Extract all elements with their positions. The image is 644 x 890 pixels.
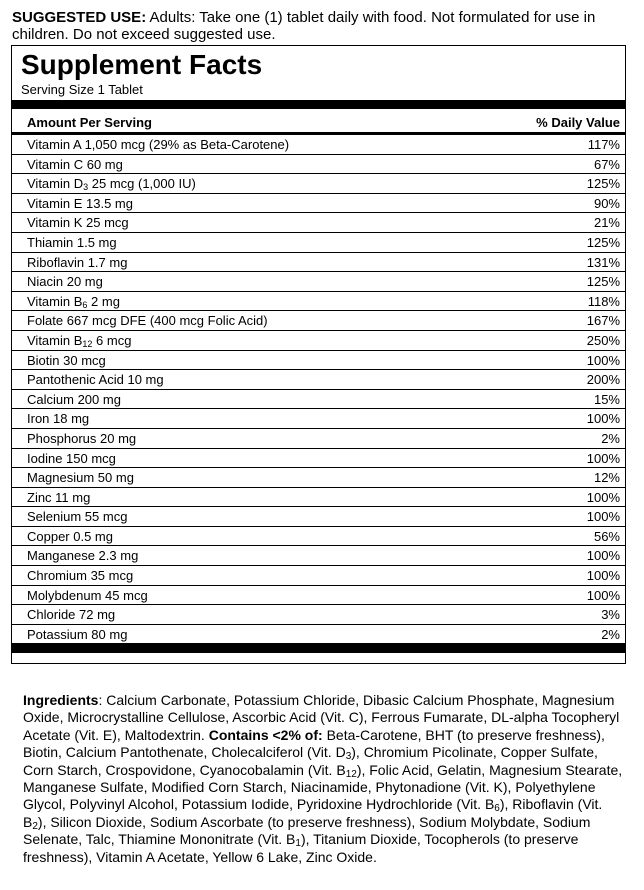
nutrient-name [27,546,138,565]
nutrient-name [27,174,196,193]
daily-value-header: % Daily Value [536,115,620,130]
suggested-use [12,9,630,43]
nutrient-name [27,586,148,605]
ingredient-subscript: 12 [345,768,357,780]
nutrient-name-text: Vitamin D [27,176,84,192]
nutrient-daily-value: 125% [586,176,620,192]
nutrient-row [12,253,625,273]
nutrient-name-text: Copper 0.5 mg [27,528,113,544]
nutrient-daily-value: 167% [586,313,620,329]
nutrient-name-text: Manganese 2.3 mg [27,548,139,564]
nutrient-name [27,625,127,644]
nutrient-daily-value: 100% [586,509,620,525]
nutrient-daily-value: 100% [586,352,620,368]
ingredients-text: : Calcium Carbonate, Potassium Chloride, Dibasic Calcium Phosphate, Magnesium Oxide, Microcrystalline Cellulose, Ascorbic Acid (Vit. C), Ferrous Fumarate, DL-alpha Tocopheryl Acetate (Vit. E), Maltodextrin. [23,692,620,743]
nutrient-name-text: Chloride 72 mg [27,607,116,623]
nutrient-row [12,194,625,214]
nutrient-row [12,605,625,625]
nutrient-daily-value: 125% [586,234,620,250]
nutrient-name-text: Folate 667 mcg DFE (400 mcg Folic Acid) [27,313,268,329]
nutrient-row [12,213,625,233]
nutrient-name [27,135,289,154]
nutrient-name [27,213,129,232]
nutrient-name [27,272,103,291]
nutrient-row [12,468,625,488]
nutrient-row [12,292,625,312]
nutrient-row [12,351,625,371]
suggested-use-text: Adults: Take one (1) tablet daily with food. Not formulated for use in children. Do not exceed suggested use. [12,9,596,43]
nutrient-daily-value: 2% [601,430,620,446]
column-header-row [12,113,625,132]
ingredients-text: ), Chromium Picolinate, Copper Sulfate, Corn Starch, Crospovidone, Cyanocobalamin (Vit. B [23,744,598,778]
nutrient-name [27,390,121,409]
nutrient-name [27,331,131,350]
nutrient-daily-value: 100% [586,587,620,603]
nutrient-list [12,135,625,644]
nutrient-row [12,546,625,566]
nutrient-daily-value: 3% [601,607,620,623]
nutrient-name [27,409,89,428]
nutrient-name-text: Vitamin K 25 mcg [27,215,129,231]
thick-divider-bottom [12,644,625,653]
nutrient-name-text: Vitamin E 13.5 mg [27,195,133,211]
nutrient-row [12,311,625,331]
nutrient-name-text: Riboflavin 1.7 mg [27,254,128,270]
panel-title: Supplement Facts [21,49,263,80]
nutrient-row [12,135,625,155]
nutrient-row [12,390,625,410]
ingredients-text: ), Riboflavin (Vit. B [23,796,603,830]
nutrient-row [12,155,625,175]
nutrient-name-text: Vitamin C 60 mg [27,156,123,172]
suggested-use-label: SUGGESTED USE: [12,9,147,26]
nutrient-row [12,488,625,508]
nutrient-name-text: Phosphorus 20 mg [27,430,137,446]
nutrient-daily-value: 90% [593,195,620,211]
nutrient-subscript: 6 [82,299,88,310]
ingredient-subscript: 3 [345,751,352,763]
ingredients-label: Ingredients [23,692,99,708]
ingredients-paragraph [23,692,623,866]
nutrient-name-text: Iron 18 mg [27,411,90,427]
nutrient-amount-text: 2 mg [87,293,120,309]
nutrient-name [27,351,106,370]
nutrient-name-text: Vitamin B [27,332,83,348]
nutrient-name [27,155,123,174]
nutrient-daily-value: 2% [601,626,620,642]
contains-label: Contains <2% of: [208,726,323,743]
nutrient-name [27,292,120,311]
amount-per-serving-header: Amount Per Serving [27,115,152,130]
nutrient-name [27,468,134,487]
nutrient-daily-value: 15% [593,391,620,407]
nutrient-row [12,586,625,606]
nutrient-daily-value: 250% [586,332,620,348]
nutrient-row [12,625,625,645]
nutrient-daily-value: 100% [586,411,620,427]
nutrient-daily-value: 100% [586,489,620,505]
nutrient-name-text: Vitamin A 1,050 mcg (29% as Beta-Carotene) [27,137,290,152]
nutrient-name [27,370,164,389]
nutrient-daily-value: 100% [586,548,620,564]
nutrient-daily-value: 118% [587,293,620,309]
nutrient-amount-text: 25 mcg (1,000 IU) [88,176,196,192]
nutrient-daily-value: 131% [586,254,620,270]
nutrient-name [27,488,90,507]
nutrient-subscript: 12 [82,338,93,349]
ingredient-subscript: 1 [295,838,301,850]
nutrient-name-text: Potassium 80 mg [27,626,128,642]
nutrient-row [12,272,625,292]
nutrient-name-text: Calcium 200 mg [27,391,121,407]
ingredients-text: ), Folic Acid, Gelatin, Magnesium Stearate, Manganese Sulfate, Modified Corn Starch, Niacinamide, Phytonadione (Vit. K), Polyethylene Glycol, Polyvinyl Alcohol, Potassium Iodide, Pyridoxine Hydrochloride (Vit. B [23,761,623,813]
supplement-facts-panel [11,45,626,664]
nutrient-row [12,566,625,586]
nutrient-name-text: Biotin 30 mcg [27,352,106,368]
ingredient-subscript: 6 [494,803,500,815]
nutrient-name [27,194,133,213]
nutrient-name [27,449,116,468]
nutrient-name-text: Thiamin 1.5 mg [27,234,117,250]
nutrient-name-text: Vitamin B [27,293,83,309]
nutrient-name-text: Iodine 150 mcg [27,450,116,466]
nutrient-daily-value: 100% [586,450,620,466]
nutrient-row [12,370,625,390]
nutrient-row [12,507,625,527]
thick-divider-top [12,100,625,109]
nutrient-row [12,331,625,351]
ingredients-text: ), Silicon Dioxide, Sodium Ascorbate (to preserve freshness), Sodium Molybdate, Sodium Selenate, Talc, Thiamine Mononitrate (Vit. B [23,813,591,848]
nutrient-daily-value: 125% [586,274,620,290]
ingredients-text: Beta-Carotene, BHT (to preserve freshness), Biotin, Calcium Pantothenate, Cholecalciferol (Vit. D [23,726,605,761]
nutrient-name [27,605,115,624]
nutrient-daily-value: 200% [586,372,620,388]
nutrient-subscript: 3 [83,182,89,193]
nutrient-row [12,449,625,469]
nutrient-row [12,527,625,547]
nutrient-daily-value: 21% [593,215,620,231]
nutrient-daily-value: 67% [593,156,620,172]
ingredient-subscript: 2 [32,820,38,832]
nutrient-name-text: Niacin 20 mg [27,274,103,290]
nutrient-name-text: Selenium 55 mcg [27,509,128,525]
nutrient-row [12,233,625,253]
nutrient-name [27,311,268,330]
nutrient-amount-text: 6 mcg [92,332,132,348]
nutrient-daily-value: 56% [593,528,620,544]
nutrient-name [27,507,127,526]
nutrient-row [12,409,625,429]
nutrient-row [12,429,625,449]
nutrient-daily-value: 117% [587,137,620,152]
nutrient-name-text: Zinc 11 mg [27,489,91,505]
nutrient-name [27,429,136,448]
nutrient-daily-value: 12% [593,470,620,486]
nutrient-name-text: Chromium 35 mcg [27,568,134,584]
nutrient-name [27,527,113,546]
ingredients-text: ), Titanium Dioxide, Tocopherols (to preserve freshness), Vitamin A Acetate, Yellow 6 Lake, Zinc Oxide. [23,831,579,865]
nutrient-name [27,233,117,252]
serving-size: Serving Size 1 Tablet [21,82,143,97]
nutrient-name [27,566,133,585]
nutrient-name-text: Molybdenum 45 mcg [27,587,148,603]
nutrient-daily-value: 100% [586,568,620,584]
nutrient-row [12,174,625,194]
nutrient-name [27,253,127,272]
nutrient-name-text: Pantothenic Acid 10 mg [27,372,164,388]
nutrient-name-text: Magnesium 50 mg [27,470,134,486]
